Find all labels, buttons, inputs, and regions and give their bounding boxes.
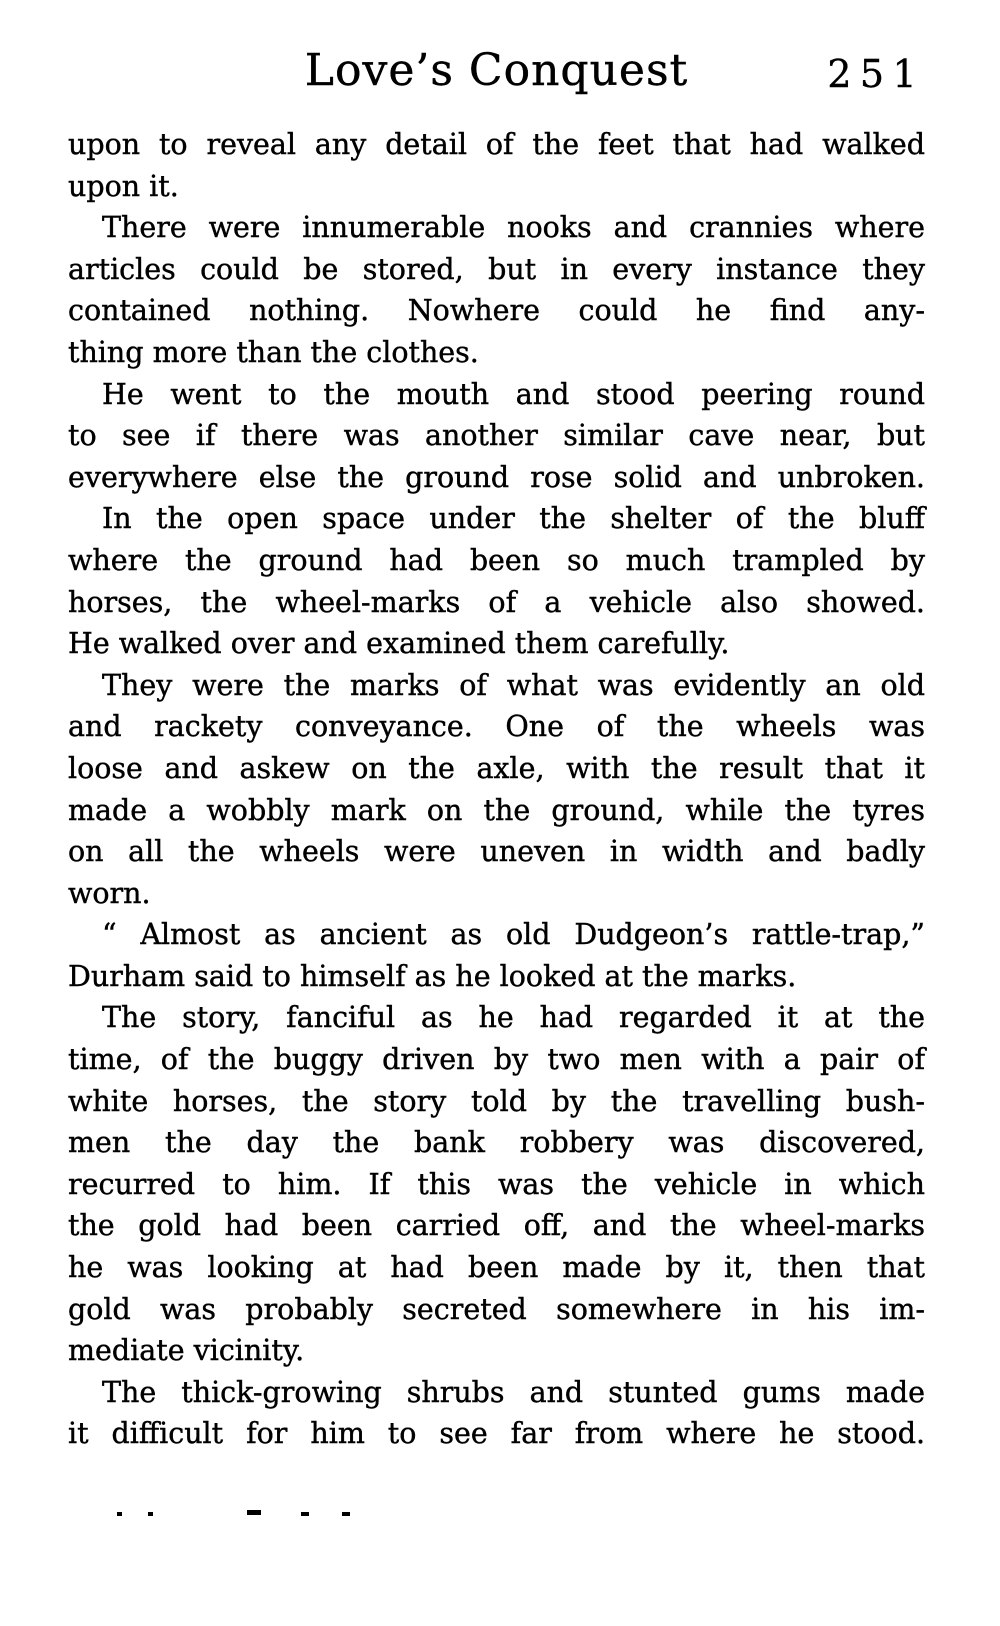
text-line: on all the wheels were uneven in width and badly (68, 835, 925, 869)
text-line: loose and askew on the axle, with the result that it (68, 751, 925, 785)
text-line: the gold had been carried off, and the wheel-marks (68, 1209, 925, 1243)
paragraph (68, 1372, 925, 1455)
text-line: to see if there was another similar cave near, but (68, 419, 925, 453)
text-line: articles could be stored, but in every instance they (68, 252, 925, 286)
paragraph (68, 498, 925, 664)
running-header (68, 42, 925, 100)
text-line: Durham said to himself as he looked at the marks. (68, 959, 797, 993)
text-line: it difficult for him to see far from where he stood. (68, 1417, 925, 1451)
text-line: upon to reveal any detail of the feet that had walked (68, 128, 925, 161)
page-title: Love’s Conquest (304, 45, 689, 96)
paragraph (68, 997, 925, 1371)
text-line: and rackety conveyance. One of the wheels was (68, 710, 925, 744)
text-line: In the open space under the shelter of the bluff (102, 502, 925, 536)
text-line: gold was probably secreted somewhere in his im- (68, 1292, 925, 1326)
cutoff-line-fragment (247, 1510, 261, 1515)
text-line: He walked over and examined them carefully. (68, 627, 730, 661)
text-line: recurred to him. If this was the vehicle in which (68, 1167, 925, 1201)
body-text (68, 124, 925, 1455)
text-line: mediate vicinity. (68, 1334, 305, 1368)
paragraph (68, 124, 925, 207)
text-line: thing more than the clothes. (68, 335, 479, 369)
cutoff-line-fragment (301, 1512, 309, 1516)
paragraph (68, 374, 925, 499)
text-line: horses, the wheel-marks of a vehicle also showed. (68, 585, 925, 619)
text-line: where the ground had been so much trampled by (68, 543, 925, 577)
text-line: men the day the bank robbery was discovered, (68, 1126, 925, 1160)
text-line: They were the marks of what was evidently an old (102, 668, 925, 702)
text-line: The thick-growing shrubs and stunted gums made (102, 1375, 925, 1409)
text-line: “ Almost as ancient as old Dudgeon’s rattle-trap,” (102, 918, 925, 952)
text-line: white horses, the story told by the travelling bush- (68, 1084, 925, 1118)
paragraph (68, 207, 925, 373)
text-line: made a wobbly mark on the ground, while the tyres (68, 793, 925, 827)
text-line: The story, fanciful as he had regarded it at the (102, 1001, 925, 1035)
text-line: everywhere else the ground rose solid and unbroken. (68, 460, 925, 494)
page-number: 251 (827, 52, 925, 96)
text-line: He went to the mouth and stood peering round (102, 377, 925, 411)
text-line: upon it. (68, 169, 179, 203)
text-line: time, of the buggy driven by two men with a pair of (68, 1043, 925, 1077)
cutoff-line-fragment (117, 1512, 122, 1516)
text-line: There were innumerable nooks and crannies where (102, 211, 925, 245)
paragraph (68, 665, 925, 915)
paragraph (68, 914, 925, 997)
cutoff-line-fragment (342, 1512, 350, 1516)
text-line: worn. (68, 876, 151, 910)
text-line: he was looking at had been made by it, then that (68, 1251, 925, 1285)
cutoff-line-fragment (148, 1512, 153, 1516)
text-line: contained nothing. Nowhere could he find any- (68, 294, 925, 328)
